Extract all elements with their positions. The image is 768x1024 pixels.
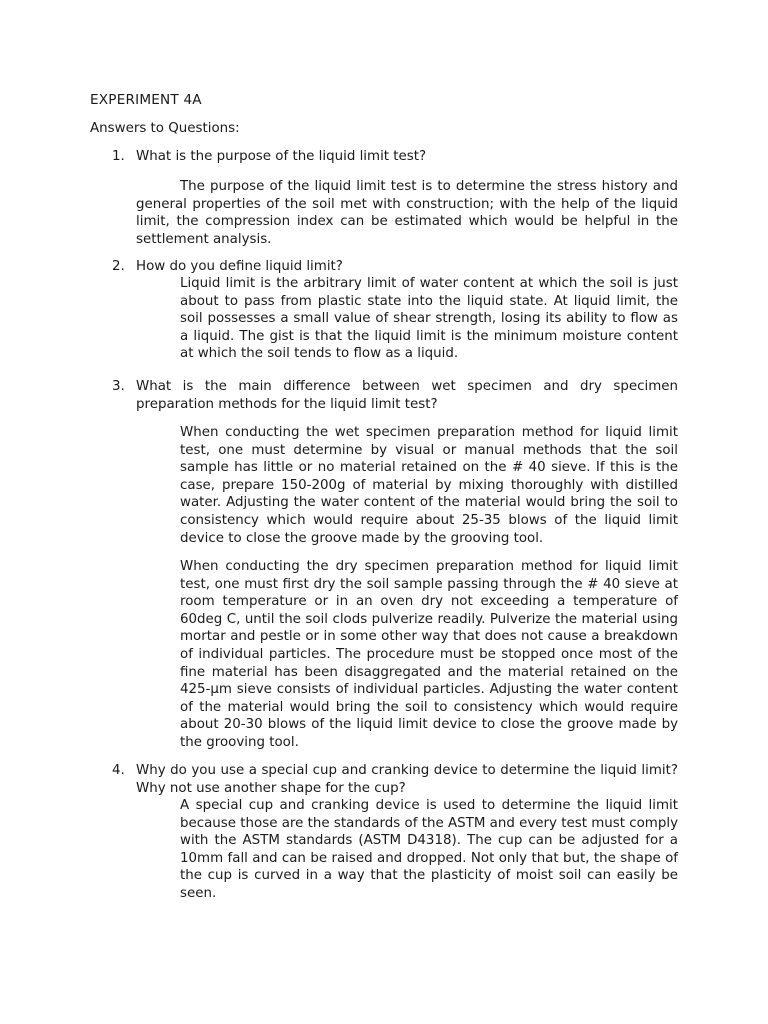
question-2 (112, 258, 678, 276)
question-text: Why do you use a special cup and cranking device to determine the liquid limit? Why not use another shape for the cup? (136, 763, 678, 796)
question-4 (112, 762, 678, 797)
answer-paragraph: When conducting the wet specimen preparation method for liquid limit test, one must determine by visual or manual methods that the soil sample has little or no material retained on the # 40 sieve. If this is the case, prepare 150-200g of material by mixing thoroughly with distilled water. Adjusting the water content of the material would bring the soil to consistency which would require about 25-35 blows of the liquid limit device to close the groove made by the grooving tool. (180, 425, 678, 546)
question-text: How do you define liquid limit? (136, 259, 343, 274)
question-3 (112, 378, 678, 413)
answer-1 (136, 178, 678, 248)
answer-paragraph: Liquid limit is the arbitrary limit of water content at which the soil is just about to pass from plastic state into the liquid state. At liquid limit, the soil possesses a small value of shear strength, losing its ability to flow as a liquid. The gist is that the liquid limit is the minimum moisture content at which the soil tends to flow as a liquid. (180, 276, 678, 362)
question-number: 4. (112, 763, 125, 778)
question-1 (112, 148, 678, 166)
answer-paragraph: When conducting the dry specimen preparation method for liquid limit test, one must first dry the soil sample passing through the # 40 sieve at room temperature or in an oven dry not exceeding a temperature of 60deg C, until the soil clods pulverize readily. Pulverize the material using mortar and pestle or in some other way that does not cause a breakdown of individual particles. The procedure must be stopped once most of the fine material has been disaggregated and the material retained on the 425-µm sieve consists of individual particles. Adjusting the water content of the material would bring the soil to consistency which would require about 20-30 blows of the liquid limit device to close the groove made by the grooving tool. (180, 559, 678, 750)
question-text: What is the main difference between wet specimen and dry specimen preparation methods for the liquid limit test? (136, 379, 678, 412)
answer-paragraph: A special cup and cranking device is used to determine the liquid limit because those are the standards of the ASTM and every test must comply with the ASTM standards (ASTM D4318). The cup can be adjusted for a 10mm fall and can be raised and dropped. Not only that but, the shape of the cup is curved in a way that the plasticity of moist soil can easily be seen. (180, 798, 678, 901)
answer-3a (180, 424, 678, 547)
document-subtitle: Answers to Questions: (90, 121, 240, 136)
answer-3b (180, 558, 678, 752)
answer-2 (180, 275, 678, 363)
answer-4 (180, 797, 678, 903)
question-number: 1. (112, 149, 125, 164)
answer-paragraph: The purpose of the liquid limit test is to determine the stress history and general properties of the soil met with construction; with the help of the liquid limit, the compression index can be estimated which would be helpful in the settlement analysis. (136, 179, 678, 247)
document-title: EXPERIMENT 4A (90, 92, 202, 108)
question-text: What is the purpose of the liquid limit test? (136, 149, 427, 164)
question-number: 3. (112, 379, 125, 394)
question-number: 2. (112, 259, 125, 274)
